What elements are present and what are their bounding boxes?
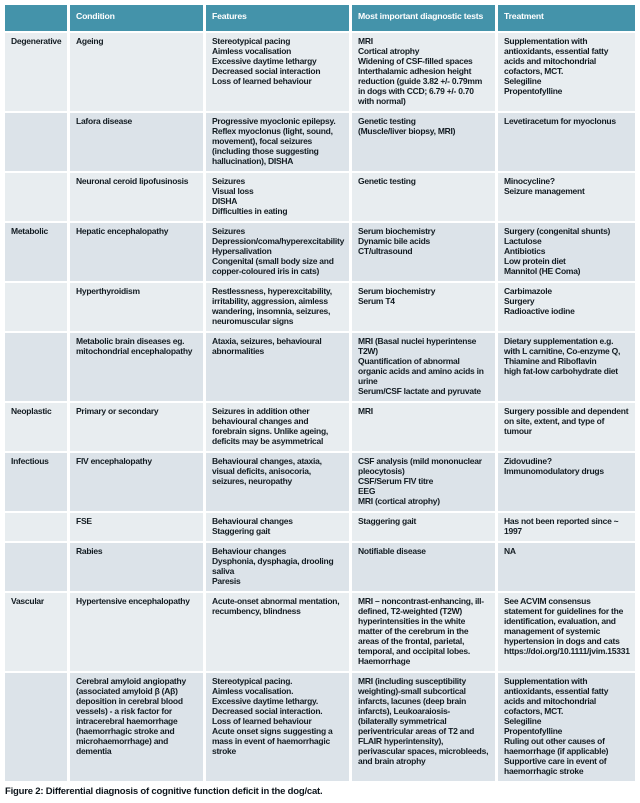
table-row bbox=[5, 453, 635, 511]
header-cell-category bbox=[5, 5, 67, 31]
category-cell bbox=[5, 513, 67, 541]
table-row bbox=[5, 403, 635, 451]
features-cell: Seizures in addition other behavioural changes and forebrain signs. Unlike ageing, deficits may be asymmetrical bbox=[206, 403, 349, 451]
table-row bbox=[5, 543, 635, 591]
features-cell: Seizures Visual loss DISHA Difficulties in eating bbox=[206, 173, 349, 221]
treatment-cell: Levetiracetum for myoclonus bbox=[498, 113, 635, 171]
figure-2-table bbox=[5, 5, 635, 797]
tests-cell: MRI Cortical atrophy Widening of CSF-filled spaces Interthalamic adhesion height reduction (guide 3.82 +/- 0.79mm in dogs with CCD; 6.79 +/- 0.70 with normal) bbox=[352, 33, 495, 111]
tests-cell: Staggering gait bbox=[352, 513, 495, 541]
category-cell: Neoplastic bbox=[5, 403, 67, 451]
features-cell: Behavioural changes Staggering gait bbox=[206, 513, 349, 541]
features-cell: Acute-onset abnormal mentation, recumbency, blindness bbox=[206, 593, 349, 671]
treatment-cell: Supplementation with antioxidants, essential fatty acids and mitochondrial cofactors, MCT. Selegiline Propentofylline Ruling out other causes of haemorrhage (if applicable) Supportive care in event of haemorrhagic stroke bbox=[498, 673, 635, 781]
table-row bbox=[5, 593, 635, 671]
condition-cell: Lafora disease bbox=[70, 113, 203, 171]
treatment-cell: Minocycline? Seizure management bbox=[498, 173, 635, 221]
features-cell: Ataxia, seizures, behavioural abnormalities bbox=[206, 333, 349, 401]
header-cell-treatment: Treatment bbox=[498, 5, 635, 31]
tests-cell: MRI bbox=[352, 403, 495, 451]
tests-cell: MRI (including susceptibility weighting)-small subcortical infarcts, lacunes (deep brain infarcts), Leukoaraiosis- (bilaterally symmetrical periventricular areas of T2 and FLAIR hyperintensity), perivascular spaces, microbleeds, and brain atrophy bbox=[352, 673, 495, 781]
treatment-cell: Carbimazole Surgery Radioactive iodine bbox=[498, 283, 635, 331]
category-cell: Metabolic bbox=[5, 223, 67, 281]
figure-caption: Figure 2: Differential diagnosis of cognitive function deficit in the dog/cat. bbox=[5, 786, 323, 797]
treatment-cell: Surgery (congenital shunts) Lactulose Antibiotics Low protein diet Mannitol (HE Coma) bbox=[498, 223, 635, 281]
features-cell: Stereotypical pacing. Aimless vocalisation. Excessive daytime lethargy. Decreased social interaction. Loss of learned behaviour Acute onset signs suggesting a mass in event of haemorrhagic stroke bbox=[206, 673, 349, 781]
table-row bbox=[5, 223, 635, 281]
features-cell: Behaviour changes Dysphonia, dysphagia, drooling saliva Paresis bbox=[206, 543, 349, 591]
header-cell-features: Features bbox=[206, 5, 349, 31]
table-row bbox=[5, 513, 635, 541]
differential-diagnosis-table bbox=[5, 5, 635, 781]
treatment-cell: Surgery possible and dependent on site, extent, and type of tumour bbox=[498, 403, 635, 451]
condition-cell: Metabolic brain diseases eg. mitochondrial encephalopathy bbox=[70, 333, 203, 401]
condition-cell: Ageing bbox=[70, 33, 203, 111]
features-cell: Behavioural changes, ataxia, visual deficits, anisocoria, seizures, neuropathy bbox=[206, 453, 349, 511]
treatment-cell: See ACVIM consensus statement for guidelines for the identification, evaluation, and management of systemic hypertension in dogs and cats https://doi.org/10.1111/jvim.15331 bbox=[498, 593, 635, 671]
category-cell bbox=[5, 113, 67, 171]
tests-cell: MRI (Basal nuclei hyperintense T2W) Quantification of abnormal organic acids and amino acids in urine Serum/CSF lactate and pyruvate bbox=[352, 333, 495, 401]
category-cell bbox=[5, 333, 67, 401]
tests-cell: Serum biochemistry Serum T4 bbox=[352, 283, 495, 331]
tests-cell: Genetic testing bbox=[352, 173, 495, 221]
table-row bbox=[5, 283, 635, 331]
category-cell: Vascular bbox=[5, 593, 67, 671]
treatment-cell: Has not been reported since ~ 1997 bbox=[498, 513, 635, 541]
condition-cell: Hyperthyroidism bbox=[70, 283, 203, 331]
condition-cell: Hypertensive encephalopathy bbox=[70, 593, 203, 671]
tests-cell: Notifiable disease bbox=[352, 543, 495, 591]
table-header-row bbox=[5, 5, 635, 31]
table-row bbox=[5, 333, 635, 401]
features-cell: Seizures Depression/coma/hyperexcitability Hypersalivation Congenital (small body size and copper-coloured iris in cats) bbox=[206, 223, 349, 281]
tests-cell: Serum biochemistry Dynamic bile acids CT/ultrasound bbox=[352, 223, 495, 281]
header-cell-condition: Condition bbox=[70, 5, 203, 31]
features-cell: Restlessness, hyperexcitability, irritability, aggression, aimless wandering, insomnia, seizures, neuromuscular signs bbox=[206, 283, 349, 331]
category-cell bbox=[5, 173, 67, 221]
condition-cell: FIV encephalopathy bbox=[70, 453, 203, 511]
category-cell bbox=[5, 673, 67, 781]
tests-cell: MRI – noncontrast-enhancing, ill-defined, T2-weighted (T2W) hyperintensities in the white matter of the cerebrum in the areas of the frontal, parietal, temporal, and occipital lobes. Haemorrhage bbox=[352, 593, 495, 671]
table-row bbox=[5, 673, 635, 781]
condition-cell: FSE bbox=[70, 513, 203, 541]
treatment-cell: NA bbox=[498, 543, 635, 591]
tests-cell: CSF analysis (mild mononuclear pleocytosis) CSF/Serum FIV titre EEG MRI (cortical atrophy) bbox=[352, 453, 495, 511]
table-row bbox=[5, 33, 635, 111]
category-cell bbox=[5, 283, 67, 331]
condition-cell: Neuronal ceroid lipofusinosis bbox=[70, 173, 203, 221]
condition-cell: Cerebral amyloid angiopathy (associated amyloid β (Aβ) deposition in cerebral blood vessels) - a risk factor for intracerebral haemorrhage (haemorrhagic stroke and microhaemorrhage) and dementia bbox=[70, 673, 203, 781]
treatment-cell: Zidovudine? Immunomodulatory drugs bbox=[498, 453, 635, 511]
category-cell bbox=[5, 543, 67, 591]
table-row bbox=[5, 173, 635, 221]
table-row bbox=[5, 113, 635, 171]
condition-cell: Primary or secondary bbox=[70, 403, 203, 451]
treatment-cell: Dietary supplementation e.g. with L carnitine, Co-enzyme Q, Thiamine and Riboflavin high fat-low carbohydrate diet bbox=[498, 333, 635, 401]
features-cell: Progressive myoclonic epilepsy. Reflex myoclonus (light, sound, movement), focal seizures (including those suggesting hallucination), DISHA bbox=[206, 113, 349, 171]
category-cell: Infectious bbox=[5, 453, 67, 511]
condition-cell: Rabies bbox=[70, 543, 203, 591]
header-cell-tests: Most important diagnostic tests bbox=[352, 5, 495, 31]
treatment-cell: Supplementation with antioxidants, essential fatty acids and mitochondrial cofactors, MCT. Selegiline Propentofylline bbox=[498, 33, 635, 111]
category-cell: Degenerative bbox=[5, 33, 67, 111]
condition-cell: Hepatic encephalopathy bbox=[70, 223, 203, 281]
tests-cell: Genetic testing (Muscle/liver biopsy, MRI) bbox=[352, 113, 495, 171]
features-cell: Stereotypical pacing Aimless vocalisation Excessive daytime lethargy Decreased social interaction Loss of learned behaviour bbox=[206, 33, 349, 111]
